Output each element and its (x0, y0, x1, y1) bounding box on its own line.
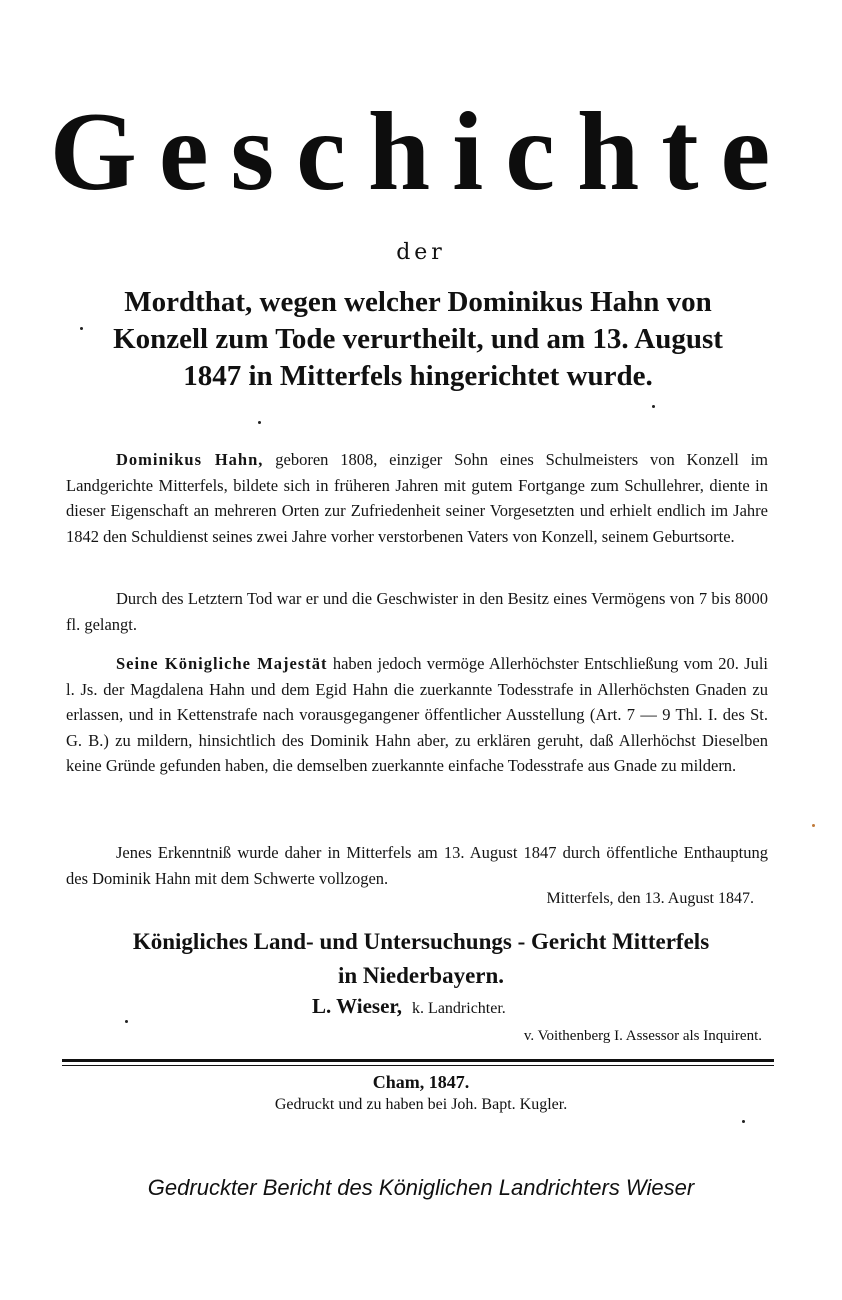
court-line: Königliches Land- und Untersuchungs - Gericht Mitterfels (132, 929, 710, 954)
scan-speck (812, 824, 815, 827)
scan-speck (125, 1020, 128, 1023)
subtitle-line: 1847 in Mitterfels hingerichtet wurde. (183, 360, 653, 392)
paragraph-1-text: geboren 1808, einziger Sohn eines Schulmeisters von Konzell im Landgerichte Mitterfels, bildete sich in früheren Jahren mit gutem Fortgange zum Schullehrer, diente in dieser Eigenschaft an mehreren Orten zur Zufriedenheit seiner Vorgesetzten und erhielt endlich im Jahre 1842 den Schuldienst seines zwei Jahre vorher verstorbenen Vaters von Konzell, seinem Geburtsorte. (66, 450, 769, 546)
paragraph-4 (66, 840, 768, 891)
paragraph-3-text: haben jedoch vermöge Allerhöchster Entschließung vom 20. Juli l. Js. der Magdalena Hahn und dem Egid Hahn die zuerkannte Todesstrafe in Allerhöchsten Gnaden zu erlassen, und in Kettenstrafe nach vorausgegangener öffentlicher Ausstellung (Art. 7 — 9 Thl. I. des St. G. B.) zu mildern, hinsichtlich des Dominik Hahn aber, zu erklären geruht, daß Allerhöchst Dieselben keine Gründe gefunden haben, die demselben zuerkannte einfache Todesstrafe aus Gnade zu mildern. (66, 654, 768, 775)
paragraph-2 (66, 586, 768, 637)
court-line: in Niederbayern. (337, 963, 505, 988)
paragraph-2-text: Durch des Letztern Tod war er und die Geschwister in den Besitz eines Vermögens von 7 bis 8000 fl. gelangt. (66, 589, 768, 634)
divider-thin (62, 1065, 774, 1066)
dateline: Mitterfels, den 13. August 1847. (546, 890, 754, 907)
image-caption: Gedruckter Bericht des Königlichen Landrichters Wieser (147, 1175, 695, 1200)
document-subtitle (58, 284, 778, 395)
subtitle-line: Konzell zum Tode verurtheilt, und am 13. August (113, 323, 723, 355)
signature-landrichter (312, 994, 506, 1019)
paragraph-3 (66, 651, 768, 779)
court-heading (0, 925, 842, 993)
scan-speck (258, 421, 261, 424)
subtitle-line: Mordthat, wegen welcher Dominikus Hahn von (124, 286, 712, 318)
paragraph-4-text: Jenes Erkenntniß wurde daher in Mitterfels am 13. August 1847 durch öffentliche Enthauptung des Dominik Hahn mit dem Schwerte vollzogen. (66, 843, 768, 888)
signature-role: k. Landrichter. (412, 1000, 506, 1017)
paragraph-3-lead: Seine Königliche Majestät (116, 654, 328, 673)
imprint-printer: Gedruckt und zu haben bei Joh. Bapt. Kugler. (274, 1096, 568, 1113)
document-title: Geschichte (49, 90, 793, 214)
title-connector: der (396, 240, 446, 265)
signature-name: L. Wieser, (312, 994, 403, 1018)
imprint-city: Cham, 1847. (372, 1072, 470, 1092)
divider-thick (62, 1059, 774, 1062)
paragraph-1 (66, 447, 768, 549)
signature-assessor: v. Voithenberg I. Assessor als Inquirent. (523, 1028, 762, 1044)
scan-speck (742, 1120, 745, 1123)
scan-speck (652, 405, 655, 408)
paragraph-1-lead: Dominikus Hahn, (116, 450, 264, 469)
scan-speck (80, 327, 83, 330)
